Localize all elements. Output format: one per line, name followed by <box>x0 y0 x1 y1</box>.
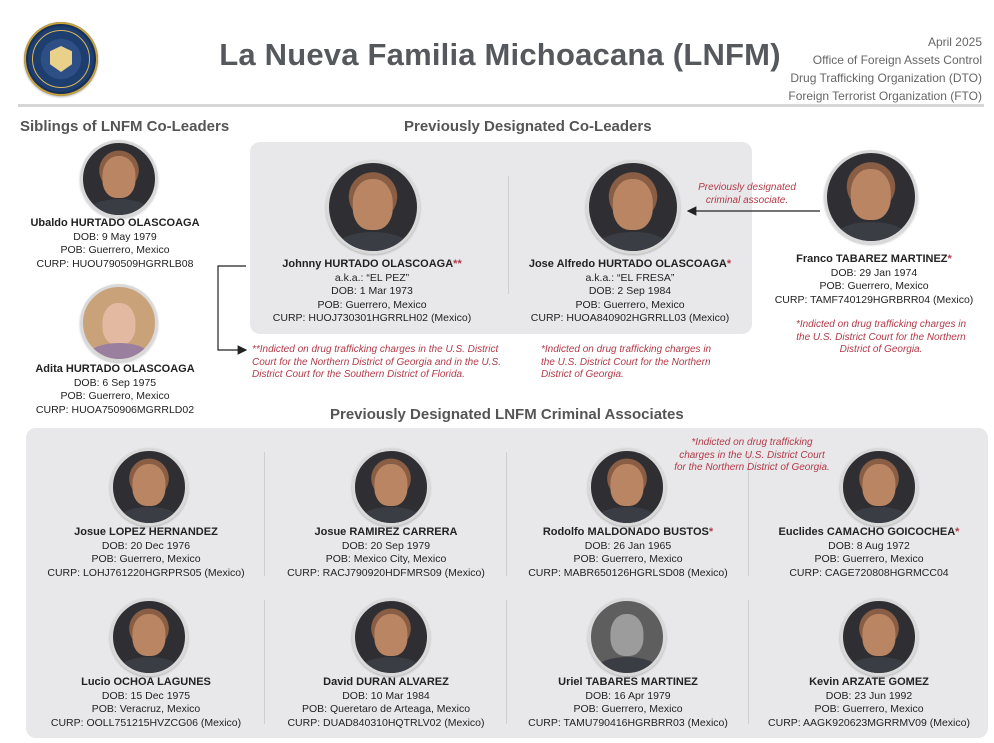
note-line: *Indicted on drug trafficking charges in <box>541 344 712 355</box>
sibling-curp: CURP: HUOA750906MGRRLD02 <box>35 403 195 416</box>
associate-card <box>752 526 986 580</box>
sibling-curp: CURP: HUOU790509HGRRLB08 <box>36 257 194 270</box>
page-title: La Nueva Familia Michoacana (LNFM) <box>219 37 781 72</box>
note-line: *Indicted on drug trafficking <box>691 437 813 448</box>
associate-pob: POB: Guerrero, Mexico <box>91 553 201 565</box>
associate-dob: DOB: 23 Jun 1992 <box>825 689 913 702</box>
associate-card <box>30 526 262 580</box>
sibling-name: Ubaldo HURTADO OLASCOAGA <box>30 217 200 229</box>
siblings-section-title: Siblings of LNFM Co-Leaders <box>20 118 230 135</box>
associate-dob: DOB: 15 Dec 1975 <box>101 689 191 702</box>
associate-card <box>268 676 504 730</box>
associate-dob: DOB: 29 Jan 1974 <box>830 266 918 279</box>
note-line: the U.S. District Court for the Northern <box>796 331 966 343</box>
sibling-pob: POB: Guerrero, Mexico <box>60 244 170 256</box>
associate-name: Kevin ARZATE GOMEZ <box>809 676 929 688</box>
assoc-divider <box>264 452 265 576</box>
associate-card <box>752 676 986 730</box>
indictment-marker: * <box>708 526 714 538</box>
associate-curp: CURP: TAMU790416HGRBRR03 (Mexico) <box>528 716 728 729</box>
associate-photo <box>352 448 430 526</box>
associate-pob: POB: Guerrero, Mexico <box>819 280 929 292</box>
associate-curp: CURP: LOHJ761220HGRPRS05 (Mexico) <box>47 566 245 579</box>
associate-dob: DOB: 20 Sep 1979 <box>341 539 431 552</box>
coleader-pob: POB: Guerrero, Mexico <box>575 298 685 311</box>
coleader-name: Jose Alfredo HURTADO OLASCOAGA <box>528 258 727 270</box>
associate-name: Lucio OCHOA LAGUNES <box>81 676 211 688</box>
assoc-divider <box>748 600 749 724</box>
note-line: District of Georgia. <box>839 344 923 355</box>
coleader-dob: DOB: 2 Sep 1984 <box>588 285 672 297</box>
indictment-marker: ** <box>453 258 462 270</box>
associate-curp: CURP: RACJ790920HDFMRS09 (Mexico) <box>287 566 485 579</box>
note-line: Previously designated <box>698 182 796 193</box>
associate-dob: DOB: 8 Aug 1972 <box>828 539 910 552</box>
header-dto: Drug Trafficking Organization (DTO) <box>790 71 982 85</box>
note-line: District of Georgia. <box>541 369 624 380</box>
header-fto: Foreign Terrorist Organization (FTO) <box>788 89 982 103</box>
associate-card <box>510 676 746 730</box>
associate-name: Uriel TABARES MARTINEZ <box>558 676 698 688</box>
assoc-divider <box>506 600 507 724</box>
coleader-pob: POB: Guerrero, Mexico <box>317 298 427 311</box>
sibling-name: Adita HURTADO OLASCOAGA <box>35 363 195 375</box>
associate-photo <box>588 448 666 526</box>
indictment-marker: * <box>726 258 732 270</box>
associate-name: Euclides CAMACHO GOICOCHEA <box>778 526 956 538</box>
associate-dob: DOB: 16 Apr 1979 <box>585 689 671 702</box>
associate-pob: POB: Guerrero, Mexico <box>573 553 683 565</box>
coleader-name: Johnny HURTADO OLASCOAGA <box>282 258 454 270</box>
sibling-link-line <box>218 266 246 350</box>
note-line: the U.S. District Court for the Northern <box>541 356 711 368</box>
note-line: for the Northern District of Georgia. <box>674 462 830 473</box>
assoc-divider <box>506 452 507 576</box>
sibling-pob: POB: Guerrero, Mexico <box>60 390 170 402</box>
note-line: charges in the U.S. District Court <box>679 449 825 461</box>
associates-section-title: Previously Designated LNFM Criminal Associates <box>330 406 684 423</box>
associate-curp: CURP: TAMF740129HGRBRR04 (Mexico) <box>774 293 974 306</box>
associate-pob: POB: Veracruz, Mexico <box>91 703 201 715</box>
associate-pob: POB: Mexico City, Mexico <box>325 553 447 565</box>
associate-name: Josue RAMIREZ CARRERA <box>314 526 458 538</box>
associate-dob: DOB: 26 Jan 1965 <box>584 539 672 552</box>
note-line: District Court for the Southern District of Florida. <box>252 369 465 380</box>
associate-name: David DURAN ALVAREZ <box>323 676 449 688</box>
associate-pob: POB: Guerrero, Mexico <box>814 553 924 565</box>
associate-card <box>510 526 746 580</box>
coleader-dob: DOB: 1 Mar 1973 <box>331 285 413 297</box>
coleader-aka: a.k.a.: “EL FRESA” <box>585 271 675 284</box>
associate-photo <box>352 598 430 676</box>
associate-pob: POB: Guerrero, Mexico <box>573 703 683 715</box>
associate-name: Franco TABAREZ MARTINEZ <box>796 253 948 265</box>
indictment-marker: * <box>947 253 952 265</box>
sibling-dob: DOB: 6 Sep 1975 <box>73 376 157 389</box>
assoc-divider <box>264 600 265 724</box>
associate-pob: POB: Guerrero, Mexico <box>814 703 924 715</box>
associate-name: Josue LOPEZ HERNANDEZ <box>74 526 218 538</box>
associate-card <box>268 526 504 580</box>
coleader-curp: CURP: HUOJ730301HGRRLH02 (Mexico) <box>272 312 472 324</box>
associate-photo <box>110 448 188 526</box>
associates-indictment-note <box>664 437 840 475</box>
sibling-dob: DOB: 9 May 1979 <box>73 230 157 243</box>
associate-dob: DOB: 10 Mar 1984 <box>342 689 430 702</box>
associate-photo <box>840 448 918 526</box>
associate-dob: DOB: 20 Dec 1976 <box>101 539 191 552</box>
associate-photo <box>110 598 188 676</box>
associate-photo <box>840 598 918 676</box>
coleader-aka: a.k.a.: “EL PEZ” <box>334 271 410 284</box>
header-office: Office of Foreign Assets Control <box>812 53 982 67</box>
associate-curp: CURP: DUAD840310HQTRLV02 (Mexico) <box>287 716 485 729</box>
associate-name: Rodolfo MALDONADO BUSTOS <box>542 526 709 538</box>
associate-curp: CURP: MABR650126HGRLSD08 (Mexico) <box>528 566 728 579</box>
associate-card <box>30 676 262 730</box>
associate-photo <box>588 598 666 676</box>
associate-curp: CURP: CAGE720808HGRMCC04 <box>789 566 949 579</box>
note-line: criminal associate. <box>705 194 789 206</box>
coleaders-section-title: Previously Designated Co-Leaders <box>404 118 652 135</box>
note-line: **Indicted on drug trafficking charges in the U.S. District <box>252 344 499 355</box>
associate-curp: CURP: AAGK920623MGRRMV09 (Mexico) <box>768 716 970 729</box>
note-line: Court for the Northern District of Georgia and in the U.S. <box>252 356 501 368</box>
associate-pob: POB: Queretaro de Arteaga, Mexico <box>301 703 471 715</box>
indictment-marker: * <box>955 526 960 538</box>
note-line: *Indicted on drug trafficking charges in <box>795 319 967 330</box>
coleader-curp: CURP: HUOA840902HGRRLL03 (Mexico) <box>530 312 730 324</box>
header-date: April 2025 <box>927 35 982 49</box>
associate-curp: CURP: OOLL751215HVZCG06 (Mexico) <box>50 716 242 729</box>
